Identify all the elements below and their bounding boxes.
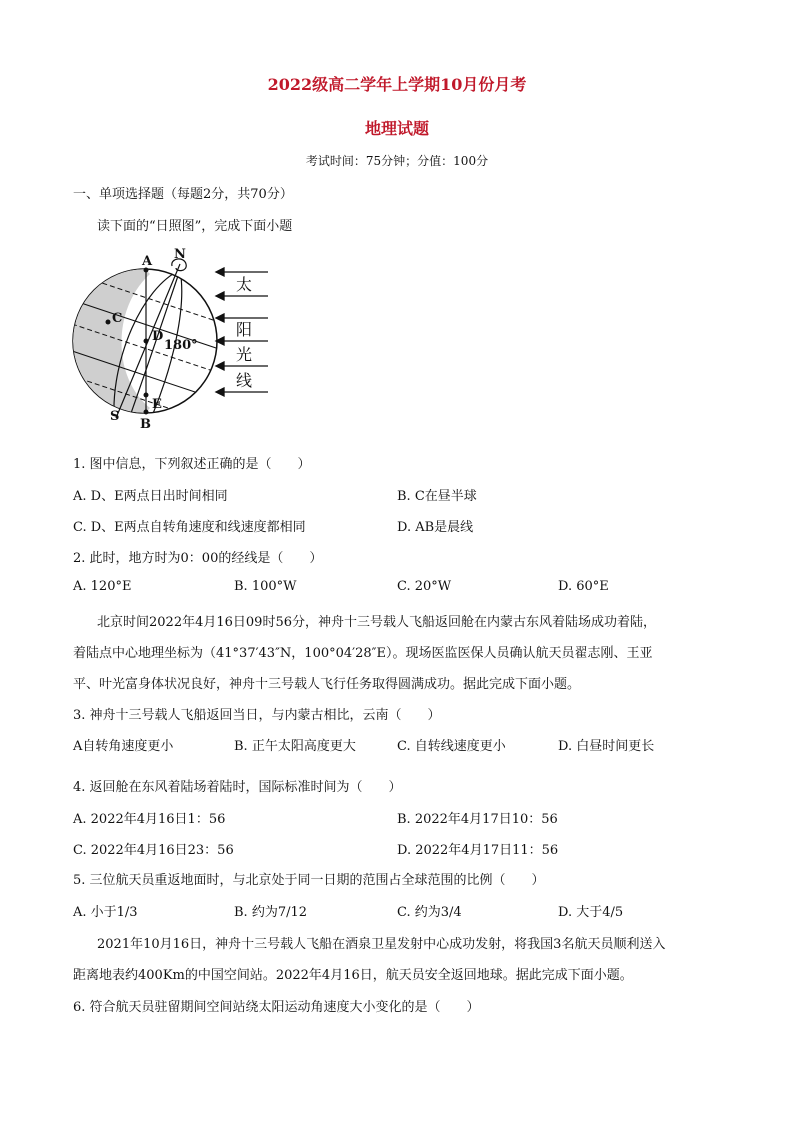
q5-option-c: C. 约为3/4 (397, 905, 462, 920)
q4-option-d: D. 2022年4月17日11：56 (397, 843, 559, 858)
q5-option-a: A. 小于1/3 (73, 905, 138, 920)
q1-option-d: D. AB是晨线 (397, 520, 474, 535)
q2-option-c: C. 20°W (397, 579, 452, 594)
q4-option-c: C. 2022年4月16日23：56 (73, 843, 234, 858)
intro-text: 读下面的“日照图”，完成下面小题 (97, 219, 293, 234)
question-4-stem: 4. 返回舱在东风着陆场着陆时，国际标准时间为（ ） (73, 780, 402, 795)
exam-title: 2022级高二学年上学期10月份月考 (267, 75, 527, 94)
q2-option-a: A. 120°E (73, 579, 132, 594)
sunlight-diagram (72, 248, 282, 434)
label-c: C (112, 311, 123, 326)
q3-option-d: D. 白昼时间更长 (558, 739, 655, 754)
sunlight-char-3: 光 (236, 345, 253, 364)
sunlight-char-1: 太 (236, 275, 253, 294)
question-1-stem: 1. 图中信息，下列叙述正确的是（ ） (73, 457, 311, 472)
q5-option-b: B. 约为7/12 (234, 905, 308, 920)
label-n: N (174, 248, 186, 262)
exam-info: 考试时间：75分钟；分值：100分 (305, 154, 489, 168)
section-heading: 一、单项选择题（每题2分，共70分） (73, 187, 293, 202)
question-2-stem: 2. 此时，地方时为0：00的经线是（ ） (73, 551, 323, 566)
label-a: A (142, 254, 153, 269)
label-e: E (152, 397, 162, 412)
q3-option-b: B. 正午太阳高度更大 (234, 739, 356, 754)
label-d: D (152, 329, 164, 344)
q1-option-c: C. D、E两点自转角速度和线速度都相同 (73, 520, 306, 535)
point-c (106, 320, 111, 325)
subject-title: 地理试题 (364, 119, 429, 138)
question-3-stem: 3. 神舟十三号载人飞船返回当日，与内蒙古相比，云南（ ） (73, 708, 441, 723)
sunlight-diagram-svg (72, 248, 282, 434)
q2-option-b: B. 100°W (234, 579, 297, 594)
passage-2-line-1: 2021年10月16日，神舟十三号载人飞船在酒泉卫星发射中心成功发射，将我国3名航天员顺利送入 (97, 937, 666, 952)
passage-2-line-2: 距离地表约400Km的中国空间站。2022年4月16日，航天员安全返回地球。据此完成下面小题。 (73, 968, 633, 983)
sunlight-char-4: 线 (236, 371, 253, 390)
passage-1-line-2: 着陆点中心地理坐标为（41°37′43″N，100°04′28″E）。现场医监医保人员确认航天员翟志刚、王亚 (73, 646, 653, 661)
question-6-stem: 6. 符合航天员驻留期间空间站绕太阳运动角速度大小变化的是（ ） (73, 1000, 480, 1015)
q1-option-b: B. C在昼半球 (397, 489, 477, 504)
q1-option-a: A. D、E两点日出时间相同 (73, 489, 228, 504)
point-d (144, 339, 149, 344)
passage-1-line-3: 平、叶光富身体状况良好，神舟十三号载人飞行任务取得圆满成功。据此完成下面小题。 (73, 677, 581, 692)
point-b (144, 410, 149, 415)
q2-option-d: D. 60°E (558, 579, 609, 594)
q3-option-a: A自转角速度更小 (73, 739, 174, 754)
point-e (144, 393, 149, 398)
q3-option-c: C. 自转线速度更小 (397, 739, 506, 754)
label-s: S (110, 409, 120, 424)
q5-option-d: D. 大于4/5 (558, 905, 624, 920)
q4-option-b: B. 2022年4月17日10：56 (397, 812, 558, 827)
label-b: B (140, 417, 151, 432)
label-180: 180° (164, 338, 198, 353)
sunlight-char-2: 阳 (236, 320, 253, 339)
passage-1-line-1: 北京时间2022年4月16日09时56分，神舟十三号载人飞船返回舱在内蒙古东风着陆场成功着陆， (97, 615, 656, 630)
q4-option-a: A. 2022年4月16日1：56 (73, 812, 226, 827)
question-5-stem: 5. 三位航天员重返地面时，与北京处于同一日期的范围占全球范围的比例（ ） (73, 873, 545, 888)
